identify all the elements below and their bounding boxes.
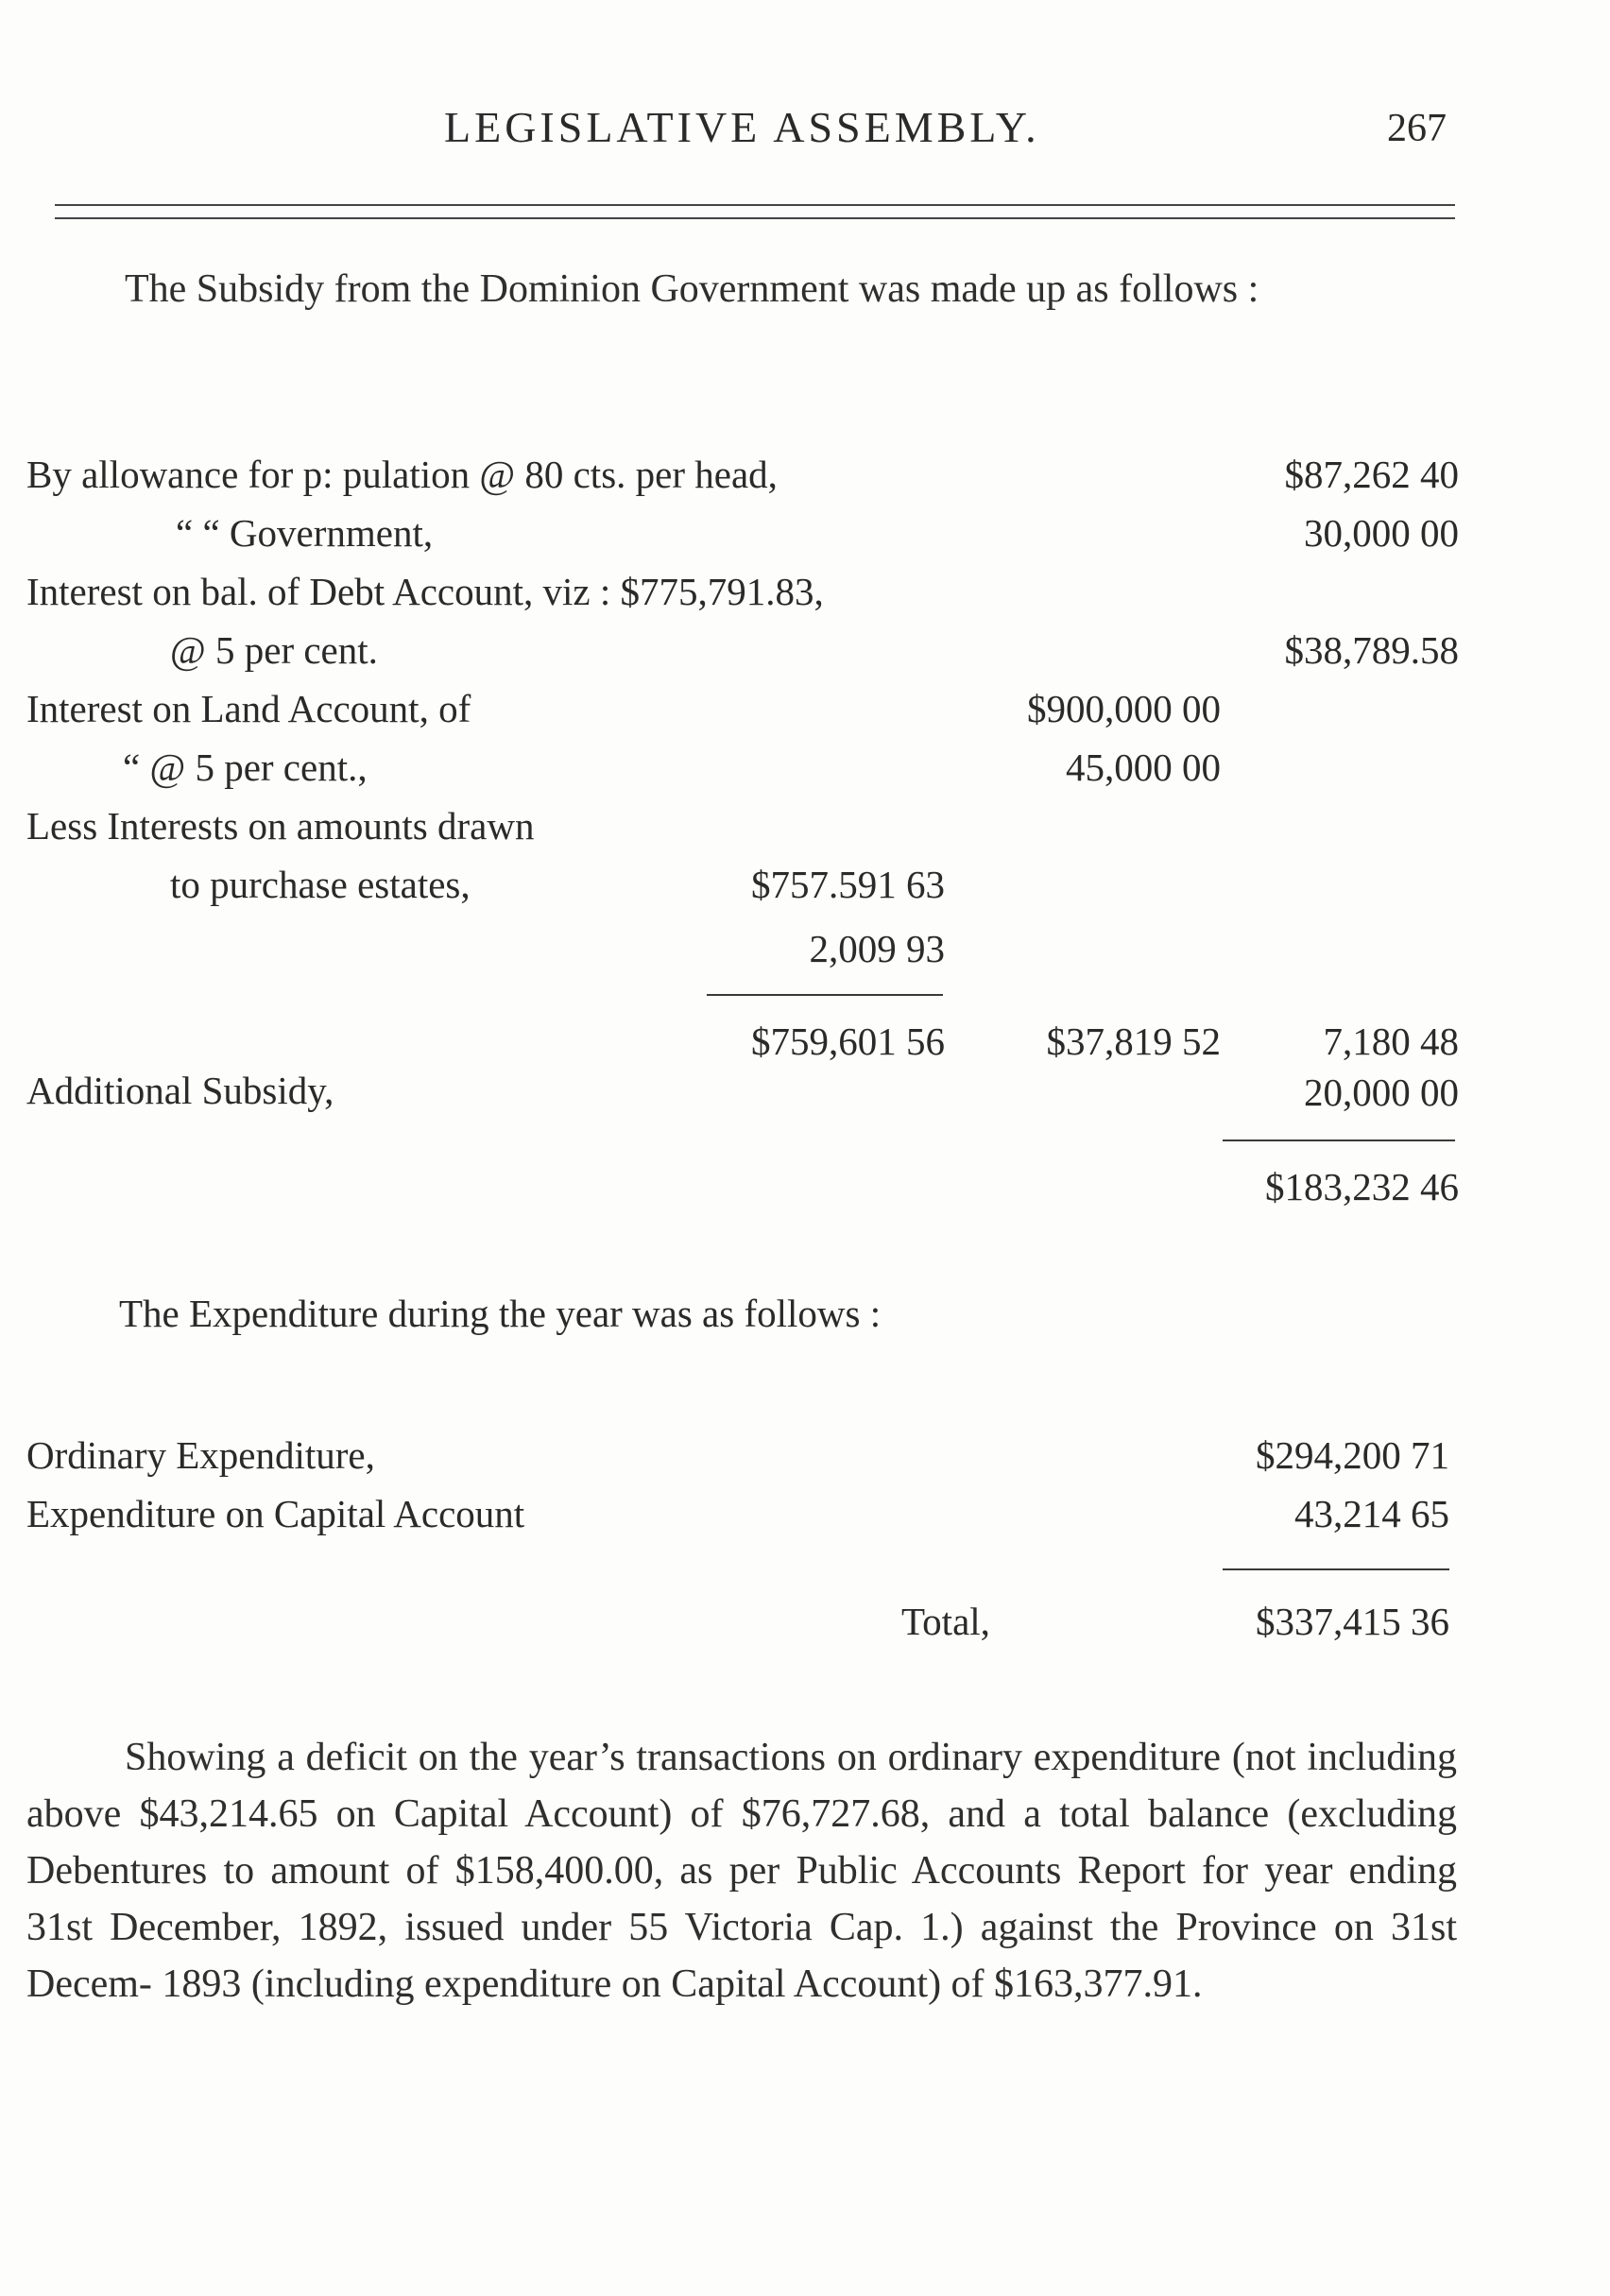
subsidy-line-inner-amount: $759,601 56 (751, 1019, 945, 1063)
expenditure-line-amount: $294,200 71 (1256, 1433, 1449, 1477)
subsidy-line-label: Interest on bal. of Debt Account, viz : $775,791.83, (26, 570, 824, 613)
expenditure-line-label: Expenditure on Capital Account (26, 1492, 525, 1535)
expenditure-intro: The Expenditure during the year was as follows : (119, 1292, 882, 1335)
page-header-title: LEGISLATIVE ASSEMBLY. (444, 103, 1040, 151)
subsidy-line-amount: 7,180 48 (1323, 1019, 1459, 1063)
subsidy-line-label: @ 5 per cent. (170, 628, 378, 672)
subsidy-line-label: Interest on Land Account, of (26, 687, 471, 730)
subsidy-line-inner-amount: 2,009 93 (809, 927, 945, 970)
closing-paragraph: Showing a deficit on the year’s transactions on ordinary expenditure (not including above $43,214.65 on Capital Account) of $76,727.68, and a total balance (excluding Debentures to amount of $158,400.00, as per Public Accounts Report for year ending 31st December, 1892, issued under 55 Victoria Cap. 1.) against the Province on 31st Decem- 1893 (including expenditure on Capital Account) of $163,377.91. (26, 1736, 1457, 2006)
subsidy-total: $183,232 46 (1265, 1165, 1459, 1208)
subsidy-line-inner-amount: $757.591 63 (751, 863, 945, 906)
subsidy-line-amount: 30,000 00 (1304, 511, 1459, 555)
expenditure-total-rule (1223, 1568, 1449, 1570)
subsidy-line-label: “ @ 5 per cent., (123, 745, 368, 789)
subsidy-line-label: to purchase estates, (170, 863, 471, 906)
subsidy-intro: The Subsidy from the Dominion Government was made up as follows : (125, 267, 1259, 311)
subsidy-line-label: By allowance for p: pulation @ 80 cts. per head, (26, 453, 778, 496)
subsidy-line-amount: 20,000 00 (1304, 1071, 1459, 1114)
subsidy-line-amount: $87,262 40 (1284, 453, 1459, 496)
subsidy-line-mid-amount: $37,819 52 (1046, 1019, 1221, 1063)
expenditure-total-label: Total, (901, 1600, 990, 1643)
expenditure-line-amount: 43,214 65 (1294, 1492, 1449, 1535)
subsidy-line-mid-amount: $900,000 00 (1027, 687, 1221, 730)
subsidy-line-mid-amount: 45,000 00 (1066, 745, 1221, 789)
page-number: 267 (1387, 107, 1447, 150)
header-rule-top (55, 204, 1455, 206)
subsidy-line-label: Additional Subsidy, (26, 1069, 334, 1112)
subsidy-total-rule (1223, 1139, 1455, 1141)
header-rule-bottom (55, 217, 1455, 219)
subsidy-line-amount: $38,789.58 (1284, 628, 1459, 672)
expenditure-total: $337,415 36 (1256, 1600, 1449, 1643)
expenditure-line-label: Ordinary Expenditure, (26, 1433, 375, 1477)
subtotal-rule (707, 994, 943, 996)
subsidy-line-label: “ “ Government, (176, 511, 434, 555)
subsidy-line-label: Less Interests on amounts drawn (26, 804, 535, 848)
